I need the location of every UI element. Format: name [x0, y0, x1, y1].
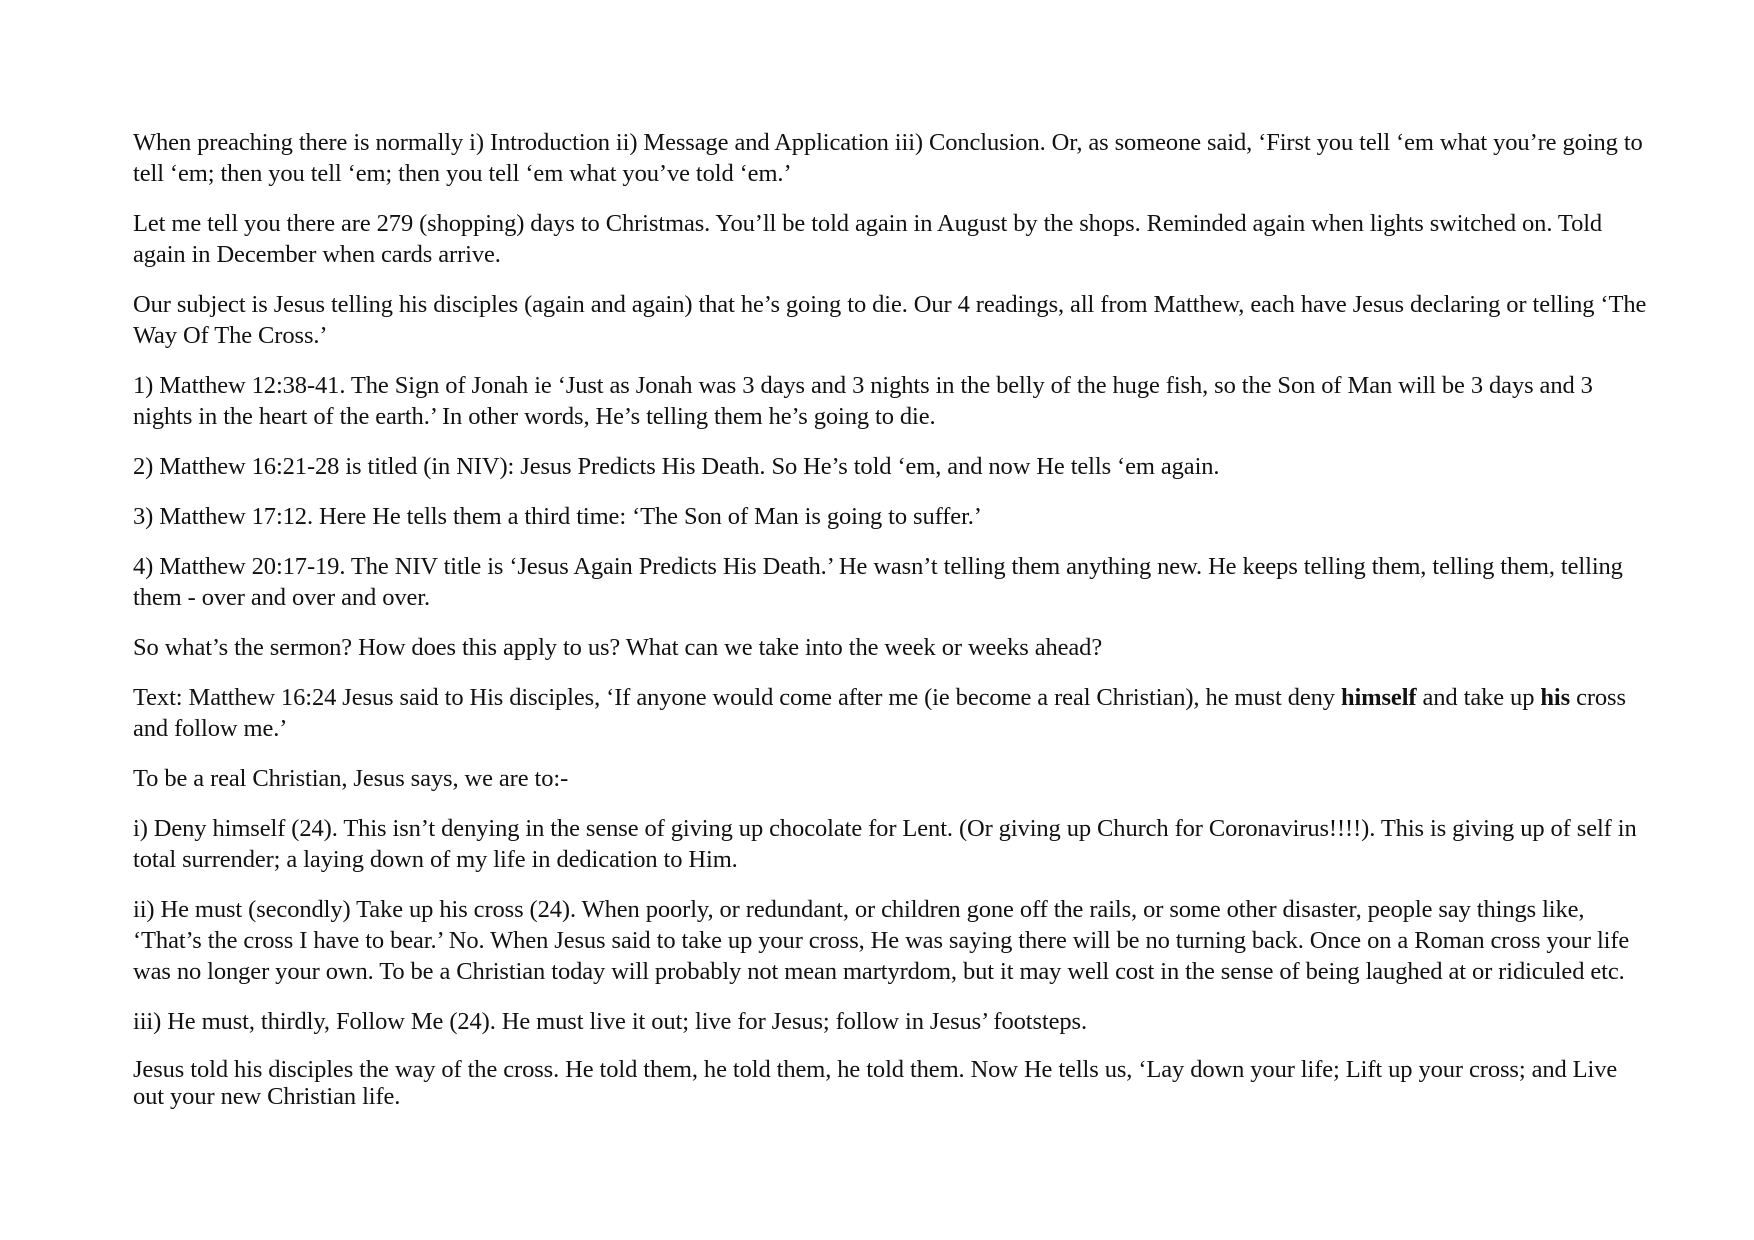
paragraph-reading-2: 2) Matthew 16:21-28 is titled (in NIV): Jesus Predicts His Death. So He’s told ‘em, and now He tells ‘em again. [133, 453, 1220, 480]
text-verse-part-2: and take up [1416, 684, 1541, 711]
text-verse-part-3: cross and follow me.’ [133, 684, 1626, 742]
paragraph-deny-himself: i) Deny himself (24). This isn’t denying in the sense of giving up chocolate for Lent. (Or giving up Church for Coronavirus!!!!). This is giving up of self in total surrender; a laying down of my life in dedication to Him. [133, 815, 1637, 873]
paragraph-real-christian: To be a real Christian, Jesus says, we are to:- [133, 765, 569, 792]
paragraph-subject: Our subject is Jesus telling his disciples (again and again) that he’s going to die. Our 4 readings, all from Matthew, each have Jesus declaring or telling ‘The Way Of The Cross.’ [133, 291, 1647, 349]
text-verse-bold-his: his [1540, 684, 1571, 711]
paragraph-take-up-cross: ii) He must (secondly) Take up his cross (24). When poorly, or redundant, or children gone off the rails, or some other disaster, people say things like, ‘That’s the cross I have to bear.’ No. When Jesus said to take up your cross, He was saying there will be no turning back. Once on a Roman cross your life was no longer your own. To be a Christian today will probably not mean martyrdom, but it may well cost in the sense of being laughed at or ridiculed etc. [133, 896, 1630, 985]
paragraph-text-verse [133, 682, 1653, 744]
paragraph-conclusion: Jesus told his disciples the way of the cross. He told them, he told them, he told them. Now He tells us, ‘Lay down your life; Lift up your cross; and Live out your new Christian life. [133, 1056, 1618, 1110]
paragraph-preaching-structure: When preaching there is normally i) Introduction ii) Message and Application iii) Conclusion. Or, as someone said, ‘First you tell ‘em what you’re going to tell ‘em; then you tell ‘em; then you tell ‘em what you’ve told ‘em.’ [133, 129, 1643, 187]
paragraph-reading-3: 3) Matthew 17:12. Here He tells them a third time: ‘The Son of Man is going to suffer.’ [133, 503, 982, 530]
text-verse-bold-himself: himself [1340, 684, 1417, 711]
text-verse-part-1: Text: Matthew 16:24 Jesus said to His disciples, ‘If anyone would come after me (ie become a real Christian), he must deny [133, 684, 1341, 711]
paragraph-days-to-christmas: Let me tell you there are 279 (shopping) days to Christmas. You’ll be told again in August by the shops. Reminded again when lights switched on. Told again in December when cards arrive. [133, 210, 1603, 268]
document-body [133, 127, 1653, 1110]
paragraph-reading-1: 1) Matthew 12:38-41. The Sign of Jonah ie ‘Just as Jonah was 3 days and 3 nights in the belly of the huge fish, so the Son of Man will be 3 days and 3 nights in the heart of the earth.’ In other words, He’s telling them he’s going to die. [133, 372, 1593, 430]
paragraph-reading-4: 4) Matthew 20:17-19. The NIV title is ‘Jesus Again Predicts His Death.’ He wasn’t telling them anything new. He keeps telling them, telling them, telling them - over and over and over. [133, 553, 1623, 611]
paragraph-follow-me: iii) He must, thirdly, Follow Me (24). He must live it out; live for Jesus; follow in Jesus’ footsteps. [133, 1008, 1087, 1035]
paragraph-sermon-question: So what’s the sermon? How does this apply to us? What can we take into the week or weeks ahead? [133, 634, 1103, 661]
